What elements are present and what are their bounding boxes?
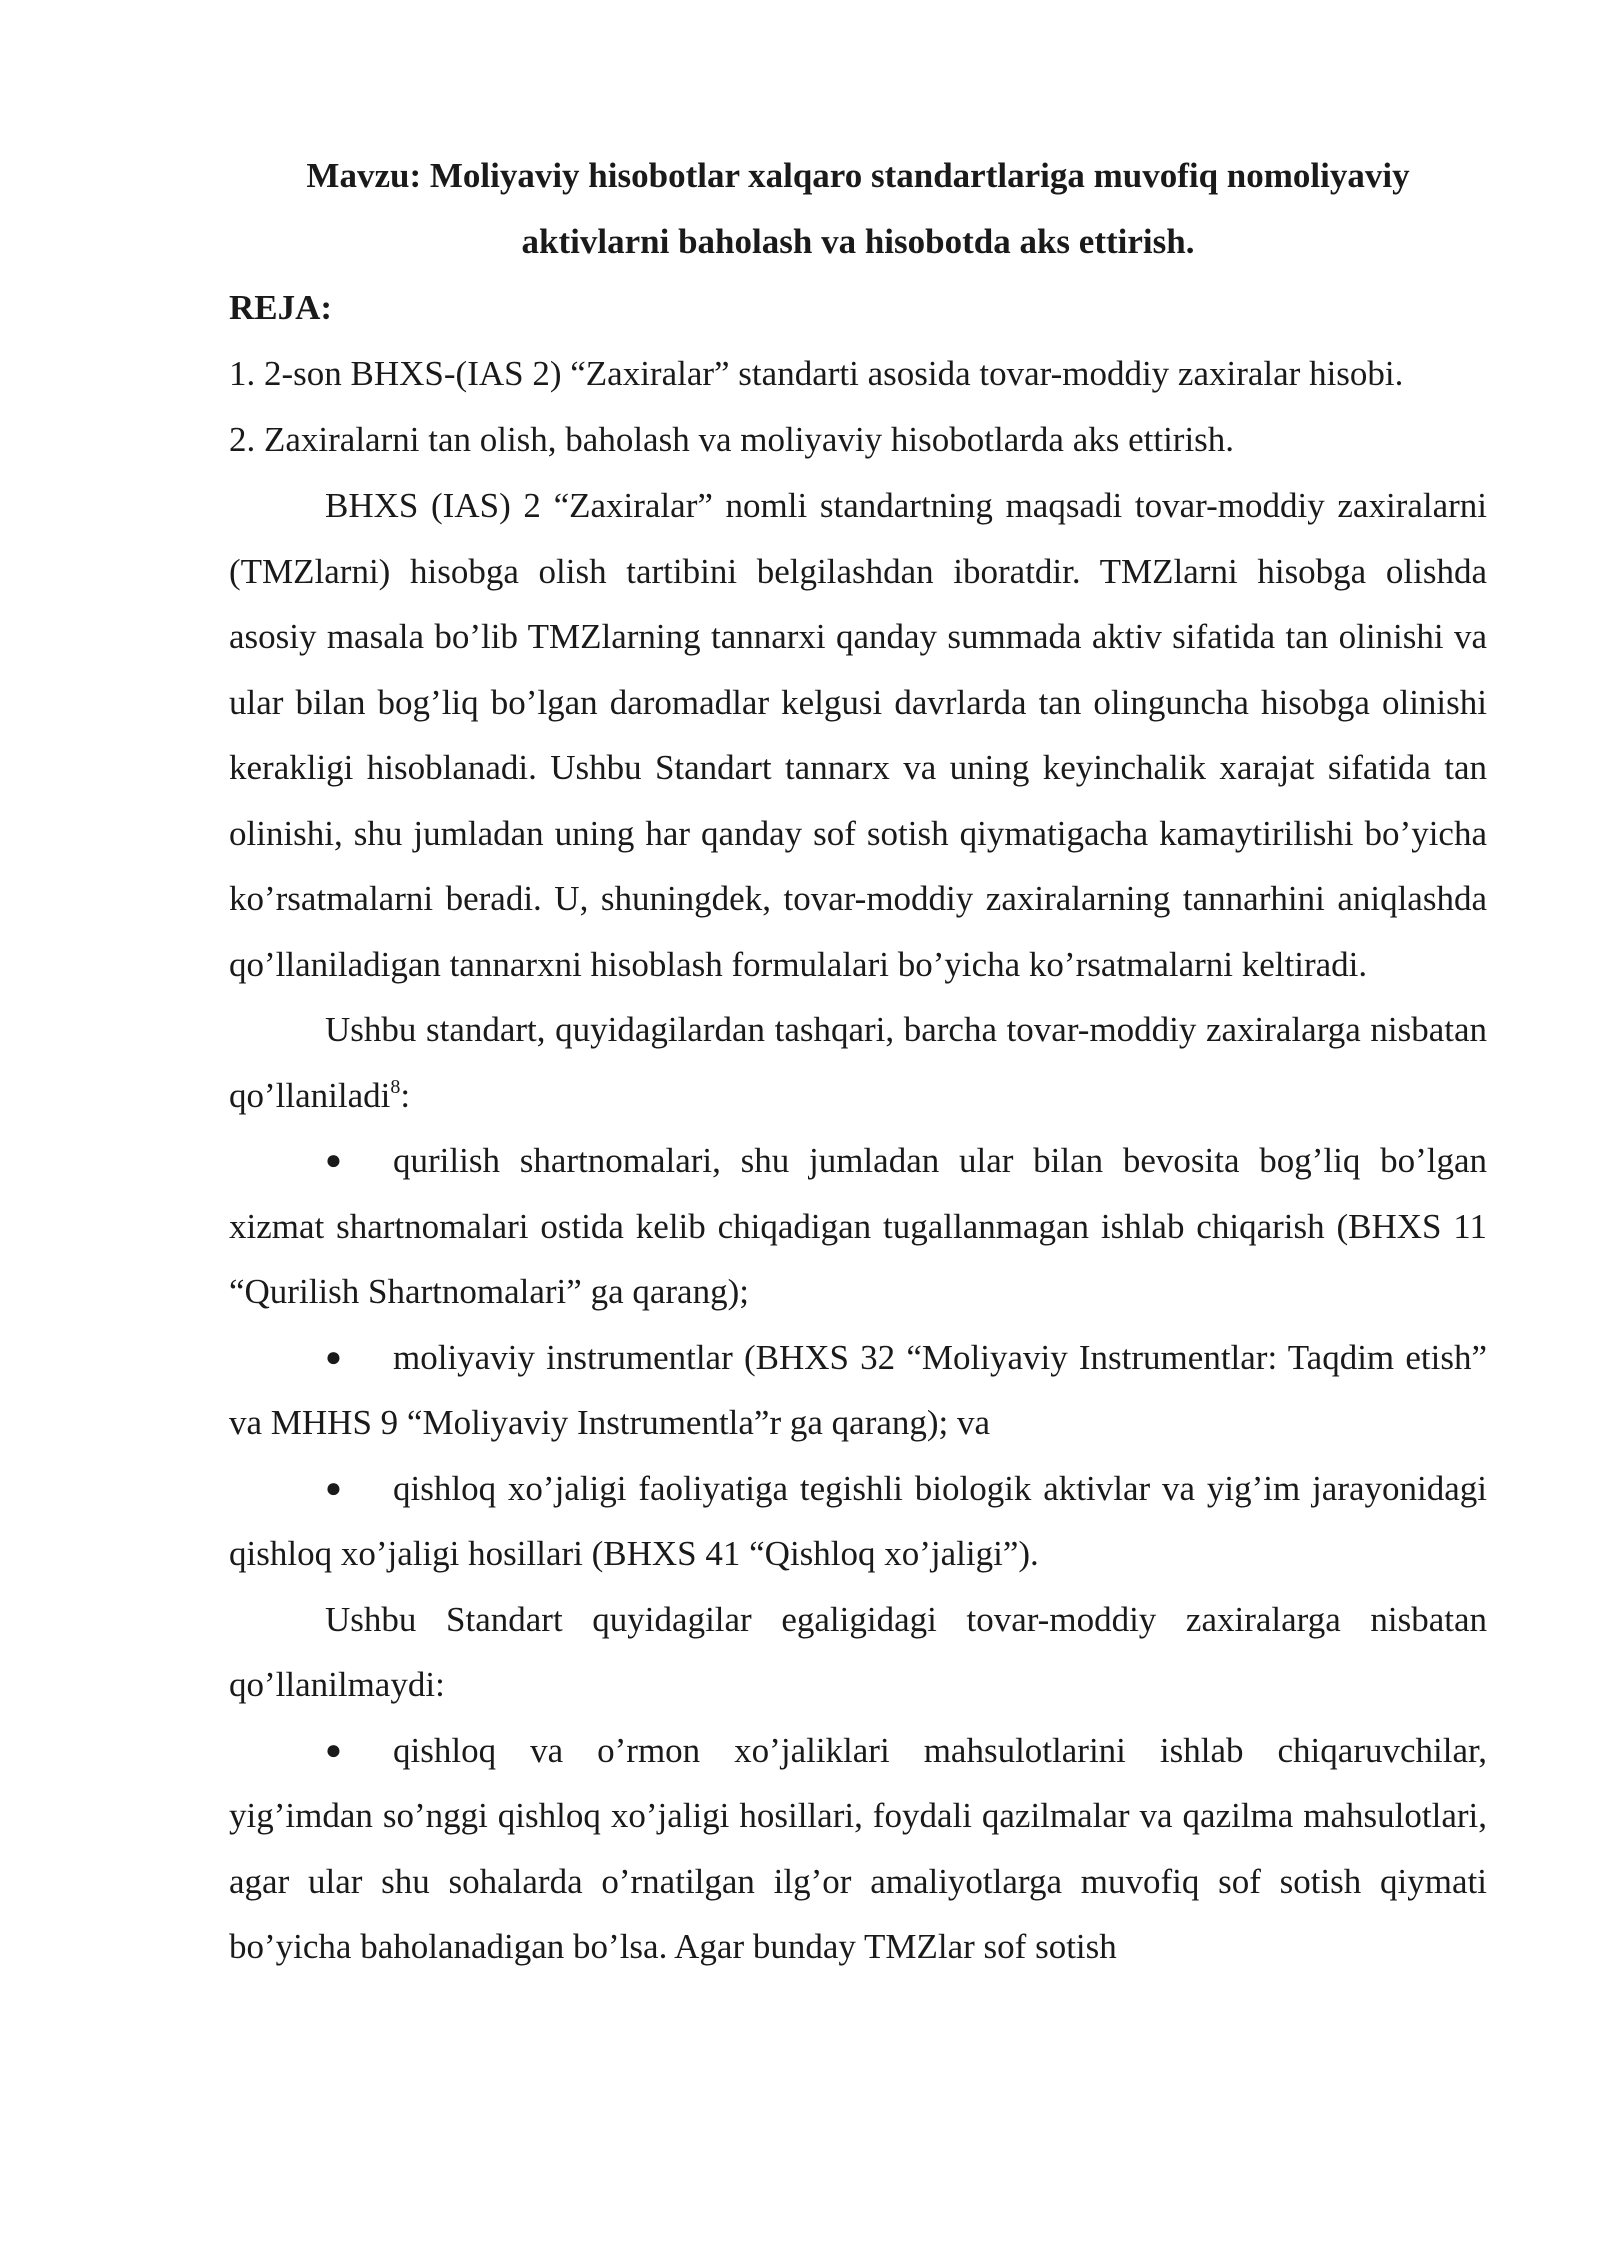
intro-paragraph: BHXS (IAS) 2 “Zaxiralar” nomli standartning maqsadi tovar-moddiy zaxiralarni (TMZlarni) hisobga olish tartibini belgilashdan iboratdir. TMZlarni hisobga olishda asosiy masala bo’lib TMZlarning tannarxi qanday summada aktiv sifatida tan olinishi va ular bilan bog’liq bo’lgan daromadlar kelgusi davrlarda tan olinguncha hisobga olinishi kerakligi hisoblanadi. Ushbu Standart tannarx va uning keyinchalik xarajat sifatida tan olinishi, shu jumladan uning har qanday sof sotish qiymatigacha kamaytirilishi bo’yicha ko’rsatmalarni beradi. U, shuningdek, tovar-moddiy zaxiralarning tannarhini aniqlashda qo’llaniladigan tannarxni hisoblash formulalari bo’yicha ko’rsatmalarni keltiradi. — [229, 486, 1487, 984]
not-applied-item-1 — [229, 1718, 1487, 1980]
document-title — [229, 143, 1487, 275]
bullet-icon: ● — [325, 1734, 342, 1766]
exception-item-3 — [229, 1456, 1487, 1587]
not-applied-text-1: qishloq va o’rmon xo’jaliklari mahsulotlarini ishlab chiqaruvchilar, yig’imdan so’nggi qishloq xo’jaligi hosillari, foydali qazilmalar va qazilma mahsulotlari, agar ular shu sohalarda o’rnatilgan ilg’or amaliyotlarga muvofiq sof sotish qiymati bo’yicha baholanadigan bo’lsa. Agar bunday TMZlar sof sotish — [229, 1730, 1487, 1966]
plan-heading: REJA: — [229, 288, 333, 327]
exception-item-2 — [229, 1325, 1487, 1456]
bullet-icon: ● — [325, 1341, 342, 1373]
title-line-2: aktivlarni baholash va hisobotda aks ettirish. — [521, 222, 1195, 261]
exception-text-1: qurilish shartnomalari, shu jumladan ular bilan bevosita bog’liq bo’lgan xizmat shartnomalari ostida kelib chiqadigan tugallanmagan ishlab chiqarish (BHXS 11 “Qurilish Shartnomalari” ga qarang); — [229, 1141, 1487, 1311]
bullet-icon: ● — [325, 1145, 342, 1176]
applies-text: Ushbu standart, quyidagilardan tashqari, barcha tovar-moddiy zaxiralarga nisbatan qo’llaniladi — [229, 1010, 1487, 1115]
plan-item-2: 2. Zaxiralarni tan olish, baholash va moliyaviy hisobotlarda aks ettirish. — [229, 420, 1235, 459]
title-line-1: Mavzu: Moliyaviy hisobotlar xalqaro standartlariga muvofiq nomoliyaviy — [306, 156, 1410, 195]
applies-paragraph — [229, 997, 1487, 1128]
plan-item-1: 1. 2-son BHXS-(IAS 2) “Zaxiralar” standarti asosida tovar-moddiy zaxiralar hisobi. — [229, 354, 1404, 393]
exception-text-2: moliyaviy instrumentlar (BHXS 32 “Moliyaviy Instrumentlar: Taqdim etish” va MHHS 9 “Moliyaviy Instrumentla”r ga qarang); va — [229, 1337, 1487, 1442]
exception-text-3: qishloq xo’jaligi faoliyatiga tegishli biologik aktivlar va yig’im jarayonidagi qishloq xo’jaligi hosillari (BHXS 41 “Qishloq xo’jaligi”). — [229, 1468, 1487, 1573]
bullet-icon: ● — [325, 1472, 342, 1504]
applies-suffix: : — [400, 1075, 411, 1115]
document-body — [229, 143, 1487, 1980]
footnote-reference: 8 — [390, 1075, 401, 1098]
exception-item-1 — [229, 1128, 1487, 1325]
not-applied-paragraph: Ushbu Standart quyidagilar egaligidagi tovar-moddiy zaxiralarga nisbatan qo’llanilmaydi: — [229, 1599, 1487, 1704]
